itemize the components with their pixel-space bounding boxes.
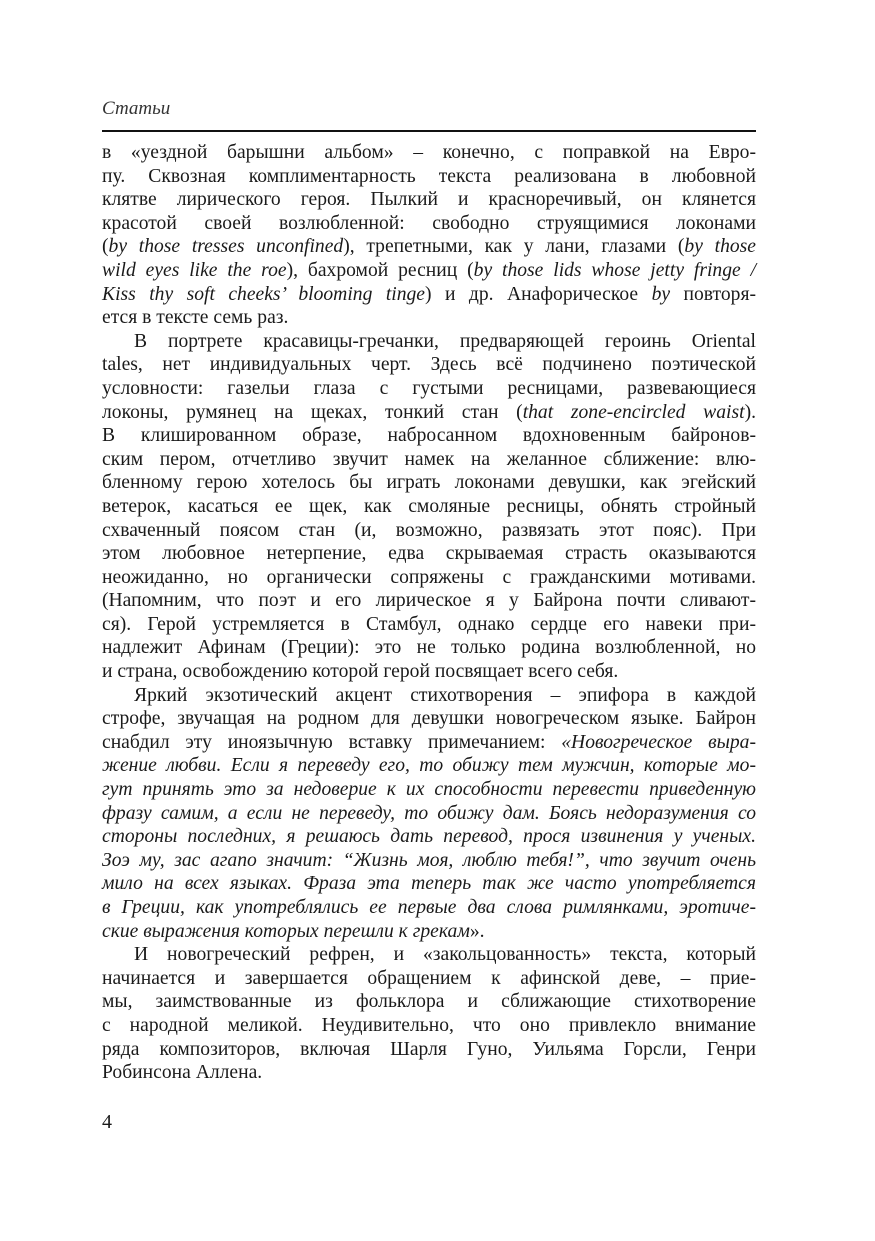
text-line: ские выражения которых перешли к грекам».: [102, 920, 485, 942]
running-header: Статьи: [102, 98, 171, 119]
paragraph-1: [102, 141, 756, 330]
text-line: этом любовное нетерпение, едва скрываемая страсть оказываются: [102, 543, 756, 565]
text-line: пу. Сквозная комплиментарность текста реализована в любовной: [102, 165, 756, 187]
text-line: фразу самим, а если не переведу, то обижу дам. Боясь недоразумения со: [102, 802, 756, 824]
text-line: с народной меликой. Неудивительно, что оно привлекло внимание: [102, 1014, 756, 1036]
text-line: начинается и завершается обращением к афинской деве, – прие-: [102, 967, 756, 989]
text-line: ется в тексте семь раз.: [102, 307, 289, 329]
text-line: ся). Герой устремляется в Стамбул, однако сердце его навеки при-: [102, 613, 756, 635]
text-line: tales, нет индивидуальных черт. Здесь всё подчинено поэтической: [102, 354, 756, 376]
text-line: бленному герою хотелось бы играть локонами девушки, как эгейский: [102, 472, 756, 494]
text-line: жение любви. Если я переведу его, то обижу тем мужчин, которые мо-: [102, 755, 756, 777]
paragraph-4: [102, 943, 756, 1085]
text-line: надлежит Афинам (Греции): это не только родина возлюбленной, но: [102, 637, 756, 659]
paragraph-2: [102, 330, 756, 684]
text-line: гут принять это за недоверие к их способности перевести приведенную: [102, 779, 756, 801]
text-line: и страна, освобождению которой герой посвящает всего себя.: [102, 661, 619, 683]
text-line: (Напомним, что поэт и его лирическое я у Байрона почти сливают-: [102, 590, 756, 612]
text-line: неожиданно, но органически сопряжены с гражданскими мотивами.: [102, 566, 756, 588]
text-line: (by those tresses unconfined), трепетными, как у лани, глазами (by those: [102, 236, 756, 258]
text-line: Яркий экзотический акцент стихотворения – эпифора в каждой: [134, 684, 756, 706]
text-line: ским пером, отчетливо звучит намек на желанное сближение: влю-: [102, 448, 756, 470]
text-line: локоны, румянец на щеках, тонкий стан (that zone-encircled waist).: [102, 401, 756, 423]
text-line: мы, заимствованные из фольклора и сближающие стихотворение: [102, 991, 756, 1013]
text-line: ряда композиторов, включая Шарля Гуно, Уильяма Горсли, Генри: [102, 1038, 756, 1060]
text-line: красотой своей возлюбленной: свободно струящимися локонами: [102, 212, 756, 234]
text-line: И новогреческий рефрен, и «закольцованность» текста, который: [134, 944, 756, 966]
text-line: схваченный поясом стан (и, возможно, развязать этот пояс). При: [102, 519, 756, 541]
body-text: [102, 141, 756, 1085]
text-line: ветерок, касаться ее щек, как смоляные ресницы, обнять стройный: [102, 495, 756, 517]
text-line: стороны последних, я решаюсь дать перевод, прося извинения у ученых.: [102, 826, 756, 848]
text-line: Зоэ му, зас агапо значит: “Жизнь моя, люблю тебя!”, что звучит очень: [102, 849, 756, 871]
text-line: В клишированном образе, набросанном вдохновенным байронов-: [102, 425, 756, 447]
text-line: В портрете красавицы-гречанки, предваряющей героинь Oriental: [134, 330, 756, 352]
header-rule: [102, 130, 756, 132]
page-number: 4: [102, 1111, 112, 1133]
text-line: клятве лирического героя. Пылкий и красноречивый, он клянется: [102, 189, 756, 211]
text-line: мило на всех языках. Фраза эта теперь так же часто употребляется: [102, 873, 756, 895]
text-line: Робинсона Аллена.: [102, 1062, 263, 1084]
text-line: в Греции, как употреблялись ее первые два слова римлянками, эротиче-: [102, 897, 756, 918]
text-line: строфе, звучащая на родном для девушки новогреческом языке. Байрон: [102, 708, 756, 730]
text-line: снабдил эту иноязычную вставку примечанием: «Новогреческое выра-: [102, 731, 757, 753]
text-line: Kiss thy soft cheeks’ blooming tinge) и др. Анафорическое by повторя-: [102, 283, 756, 305]
text-line: в «уездной барышни альбом» – конечно, с поправкой на Евро-: [102, 142, 756, 163]
text-line: условности: газельи глаза с густыми ресницами, развевающиеся: [102, 377, 756, 399]
paragraph-3: [102, 684, 756, 944]
text-line: wild eyes like the roe), бахромой ресниц (by those lids whose jetty fringe /: [102, 259, 757, 281]
